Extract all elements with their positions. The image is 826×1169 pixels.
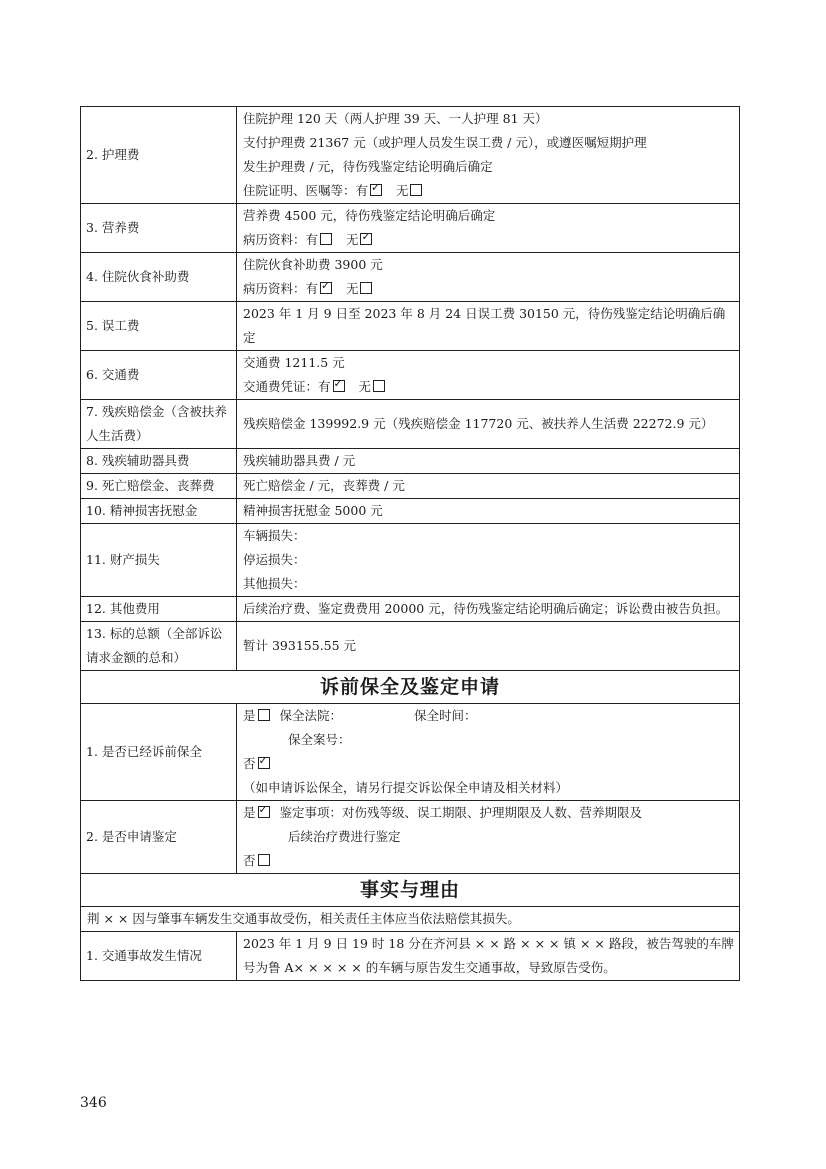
checkbox-empty-icon[interactable]: [258, 709, 270, 721]
checkbox-empty-icon[interactable]: [410, 184, 422, 196]
value-line: 交通费 1211.5 元: [243, 355, 345, 370]
checkbox-checked-icon[interactable]: [258, 757, 270, 769]
row-label: 2. 是否申请鉴定: [81, 801, 237, 874]
row-label: 4. 住院伙食补助费: [81, 253, 237, 302]
value-line: 车辆损失：: [243, 528, 306, 543]
appraisal-matters-cont: 后续治疗费进行鉴定: [288, 829, 401, 844]
evidence-check-line: [243, 179, 734, 203]
row-value: [237, 253, 740, 302]
yes-label: 有: [318, 379, 331, 394]
section-title: 诉前保全及鉴定申请: [81, 671, 740, 704]
row-value: 精神损害抚慰金 5000 元: [237, 499, 740, 524]
yes-label: 有: [355, 183, 369, 198]
preservation-note: （如申请诉讼保全，请另行提交诉讼保全申请及相关材料）: [243, 780, 569, 795]
case-number-label: 保全案号：: [288, 732, 351, 747]
checkbox-empty-icon[interactable]: [373, 380, 385, 392]
row-value: 后续治疗费、鉴定费费用 20000 元，待伤残鉴定结论明确后确定；诉讼费由被告负担。: [237, 597, 740, 622]
row-value: 2023 年 1 月 9 日 19 时 18 分在齐河县 × × 路 × × × 镇 × × 路段，被告驾驶的车牌号为鲁 A× × × × × 的车辆与原告发生交通事故，导致原告受伤。: [237, 932, 740, 981]
checkbox-checked-icon[interactable]: [320, 282, 332, 294]
row-label: 1. 是否已经诉前保全: [81, 704, 237, 801]
row-label: 6. 交通费: [81, 351, 237, 400]
yes-label: 是: [243, 805, 256, 820]
table-row: [81, 524, 740, 597]
row-value: 死亡赔偿金 / 元，丧葬费 / 元: [237, 474, 740, 499]
table-row: [81, 449, 740, 474]
court-label: 保全法院：: [279, 708, 342, 723]
checkbox-checked-icon[interactable]: [360, 233, 372, 245]
yes-label: 有: [305, 281, 319, 296]
table-row: [81, 107, 740, 204]
table-row: [81, 351, 740, 400]
row-label: 12. 其他费用: [81, 597, 237, 622]
row-label: 2. 护理费: [81, 107, 237, 204]
checkbox-checked-icon[interactable]: [333, 380, 345, 392]
check-label: 病历资料：: [243, 281, 306, 296]
section-header-row: [81, 671, 740, 704]
no-label: 否: [243, 853, 256, 868]
value-line: 支付护理费 21367 元（或护理人员发生误工费 / 元），或遵医嘱短期护理: [243, 135, 647, 150]
facts-intro: 荆 × × 因与肇事车辆发生交通事故受伤，相关责任主体应当依法赔偿其损失。: [81, 907, 740, 932]
table-row: [81, 907, 740, 932]
check-label: 住院证明、医嘱等：: [243, 183, 356, 198]
table-row: [81, 499, 740, 524]
value-line: 住院伙食补助费 3900 元: [243, 257, 383, 272]
row-label: 10. 精神损害抚慰金: [81, 499, 237, 524]
evidence-check-line: [243, 228, 734, 252]
row-value: [237, 524, 740, 597]
table-row: [81, 801, 740, 874]
row-label: 5. 误工费: [81, 302, 237, 351]
row-label: 11. 财产损失: [81, 524, 237, 597]
no-label: 无: [345, 232, 359, 247]
evidence-check-line: [243, 375, 734, 399]
check-label: 交通费凭证：: [243, 379, 319, 394]
checkbox-empty-icon[interactable]: [258, 854, 270, 866]
table-row: [81, 932, 740, 981]
table-row: [81, 622, 740, 671]
row-label: 1. 交通事故发生情况: [81, 932, 237, 981]
value-line: 住院护理 120 天（两人护理 39 天、一人护理 81 天）: [243, 111, 548, 126]
checkbox-empty-icon[interactable]: [360, 282, 372, 294]
row-label: 3. 营养费: [81, 204, 237, 253]
checkbox-empty-icon[interactable]: [320, 233, 332, 245]
table-row: [81, 597, 740, 622]
page-number: 346: [80, 1095, 107, 1111]
table-row: [81, 400, 740, 449]
no-label: 无: [395, 183, 409, 198]
row-label: 7. 残疾赔偿金（含被扶养人生活费）: [81, 400, 237, 449]
row-value: 暂计 393155.55 元: [237, 622, 740, 671]
value-line: 发生护理费 / 元，待伤残鉴定结论明确后确定: [243, 159, 493, 174]
appraisal-no-line: [243, 849, 734, 873]
appraisal-yes-line: [243, 801, 734, 825]
row-value: 残疾赔偿金 139992.9 元（残疾赔偿金 117720 元、被扶养人生活费 22272.9 元）: [237, 400, 740, 449]
table-row: [81, 474, 740, 499]
check-label: 病历资料：: [243, 232, 306, 247]
yes-label: 是: [243, 708, 256, 723]
table-row: [81, 302, 740, 351]
claim-form-table: [80, 106, 740, 981]
row-label: 9. 死亡赔偿金、丧葬费: [81, 474, 237, 499]
table-row: [81, 704, 740, 801]
row-value: [237, 204, 740, 253]
preservation-no-line: [243, 752, 734, 776]
section-header-row: [81, 874, 740, 907]
appraisal-matters: 鉴定事项：对伤残等级、误工期限、护理期限及人数、营养期限及: [279, 805, 642, 820]
row-value: 残疾辅助器具费 / 元: [237, 449, 740, 474]
no-label: 无: [345, 281, 359, 296]
section-title: 事实与理由: [81, 874, 740, 907]
preservation-yes-line: [243, 704, 734, 728]
evidence-check-line: [243, 277, 734, 301]
row-value: [237, 704, 740, 801]
value-line: 其他损失：: [243, 576, 306, 591]
row-value: [237, 351, 740, 400]
row-value: [237, 107, 740, 204]
row-value: [237, 801, 740, 874]
row-label: 13. 标的总额（全部诉讼请求金额的总和）: [81, 622, 237, 671]
checkbox-checked-icon[interactable]: [370, 184, 382, 196]
time-label: 保全时间：: [413, 708, 477, 723]
value-line: 停运损失：: [243, 552, 306, 567]
value-line: 营养费 4500 元，待伤残鉴定结论明确后确定: [243, 208, 496, 223]
no-label: 否: [243, 756, 256, 771]
no-label: 无: [358, 379, 371, 394]
yes-label: 有: [305, 232, 319, 247]
table-row: [81, 204, 740, 253]
row-label: 8. 残疾辅助器具费: [81, 449, 237, 474]
checkbox-checked-icon[interactable]: [258, 806, 270, 818]
table-row: [81, 253, 740, 302]
row-value: 2023 年 1 月 9 日至 2023 年 8 月 24 日误工费 30150 元，待伤残鉴定结论明确后确定: [237, 302, 740, 351]
